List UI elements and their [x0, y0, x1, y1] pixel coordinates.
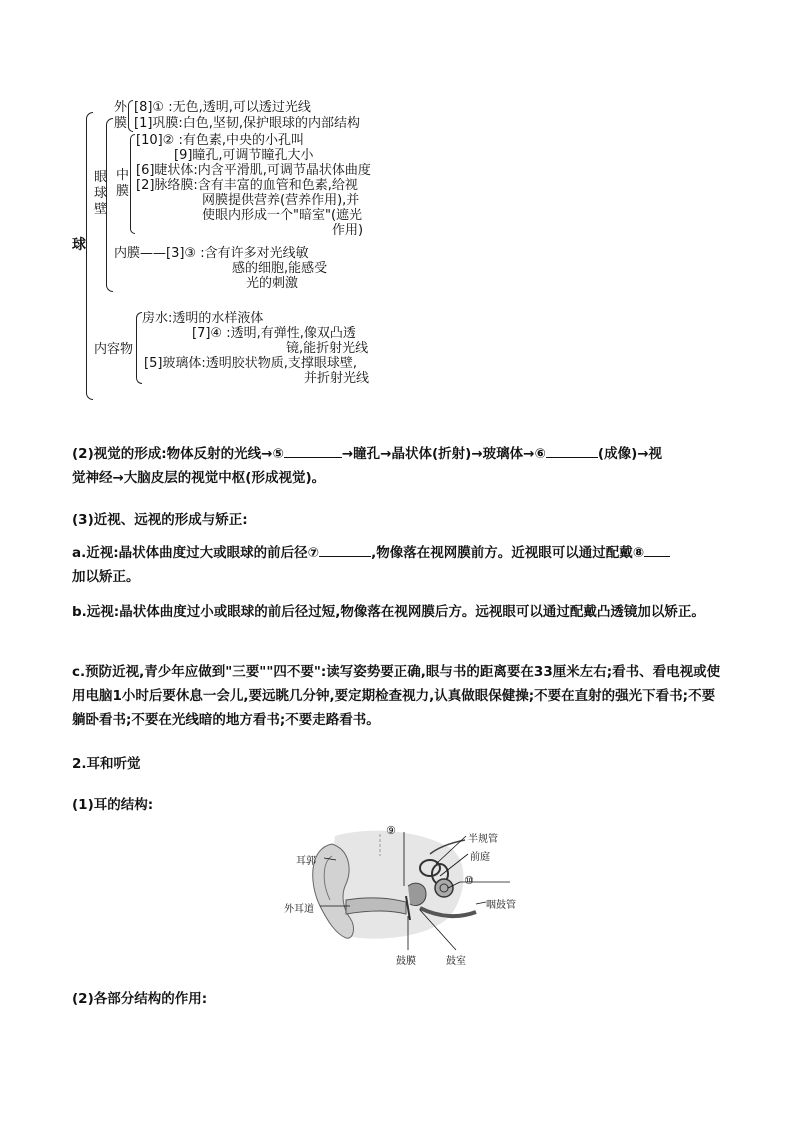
myopia-text-1: a.近视:晶状体曲度过大或眼球的前后径⑦ [72, 545, 320, 561]
wall-label-1: 眼 [94, 170, 108, 185]
outer-sclera: [1]巩膜:白色,坚韧,保护眼球的内部结构 [134, 116, 361, 131]
blank-8 [644, 542, 670, 557]
prevention-paragraph: c.预防近视,青少年应做到"三要""四不要":读写姿势要正确,眼与书的距离要在33厘米左右;看书、看电视或使用电脑1小时后要休息一会儿,要远眺几分钟,要定期检查视力,认真做眼保健操;不要在直射的强光下看书;不要躺卧看书;不要在光线暗的地方看书;不要走路看书。 [72, 664, 721, 728]
root-brace [86, 112, 93, 400]
outer-label-1: 外 [114, 100, 128, 115]
contents-label: 内容物 [94, 342, 134, 357]
label-ear-canal: 外耳道 [284, 904, 314, 915]
contents-vitreous-2: 并折射光线 [304, 371, 370, 386]
inner-retina: 内膜——[3]③ :含有许多对光线敏 [114, 246, 309, 261]
inner-retina-2: 感的细胞,能感受 [232, 261, 328, 276]
vision-formation-paragraph [72, 442, 724, 490]
tree-root-label: 球 [72, 237, 86, 253]
outer-cornea: [8]① :无色,透明,可以透过光线 [134, 100, 311, 115]
myopia-paragraph [72, 541, 724, 589]
contents-aqueous: 房水:透明的水样液体 [142, 311, 264, 326]
label-eustachian-tube: 咽鼓管 [486, 900, 516, 911]
myopia-text-2: ,物像落在视网膜前方。近视眼可以通过配戴⑧ [371, 545, 645, 561]
contents-lens: [7]④ :透明,有弹性,像双凸透 [192, 326, 356, 341]
middle-pupil: [9]瞳孔,可调节瞳孔大小 [174, 148, 314, 163]
label-eardrum: 鼓膜 [396, 956, 416, 967]
label-vestibule: 前庭 [470, 852, 490, 863]
label-semicircular-canals: 半规管 [468, 834, 498, 845]
vision-text-d: 觉神经→大脑皮层的视觉中枢(形成视觉)。 [72, 470, 326, 486]
middle-label-2: 膜 [116, 184, 130, 199]
vision-text-a: (2)视觉的形成:物体反射的光线→⑤ [72, 446, 284, 462]
ear-function-title: (2)各部分结构的作用: [72, 991, 208, 1007]
outer-label-2: 膜 [114, 116, 128, 131]
middle-label-1: 中 [116, 168, 130, 183]
hyperopia-paragraph: b.远视:晶状体曲度过小或眼球的前后径过短,物像落在视网膜后方。远视眼可以通过配戴凸透镜加以矫正。 [72, 604, 705, 620]
contents-lens-2: 镜,能折射光线 [286, 341, 369, 356]
wall-label-3: 壁 [94, 202, 108, 217]
middle-ciliary: [6]睫状体:内含平滑肌,可调节晶状体曲度 [136, 163, 371, 178]
section-3-title: (3)近视、远视的形成与矫正: [72, 512, 248, 528]
myopia-text-3: 加以矫正。 [72, 569, 140, 585]
blank-5 [284, 443, 342, 458]
middle-choroid: [2]脉络膜:含有丰富的血管和色素,给视 [136, 178, 358, 193]
blank-6 [546, 443, 598, 458]
outer-brace [128, 100, 133, 132]
middle-choroid-2: 网膜提供营养(营养作用),并 [202, 193, 360, 208]
label-num9: ⑨ [386, 824, 396, 837]
ear-diagram [280, 826, 520, 970]
ear-structure-title: (1)耳的结构: [72, 797, 154, 813]
blank-7 [319, 542, 371, 557]
label-tympanic-cavity: 鼓室 [446, 956, 466, 967]
wall-brace [106, 118, 113, 292]
contents-vitreous: [5]玻璃体:透明胶状物质,支撑眼球壁, [144, 356, 358, 371]
vision-text-c: (成像)→视 [597, 446, 663, 462]
middle-choroid-4: 作用) [332, 223, 364, 238]
middle-iris: [10]② :有色素,中央的小孔叫 [136, 133, 304, 148]
wall-label-2: 球 [94, 186, 108, 201]
middle-choroid-3: 使眼内形成一个"暗室"(遮光 [202, 208, 363, 223]
inner-retina-3: 光的刺激 [246, 276, 299, 291]
label-auricle: 耳郭 [296, 856, 316, 867]
ear-section-title: 2.耳和听觉 [72, 756, 141, 772]
middle-brace [130, 134, 135, 234]
vision-text-b: →瞳孔→晶状体(折射)→玻璃体→⑥ [341, 446, 546, 462]
label-num10: ⑩ [464, 874, 474, 887]
